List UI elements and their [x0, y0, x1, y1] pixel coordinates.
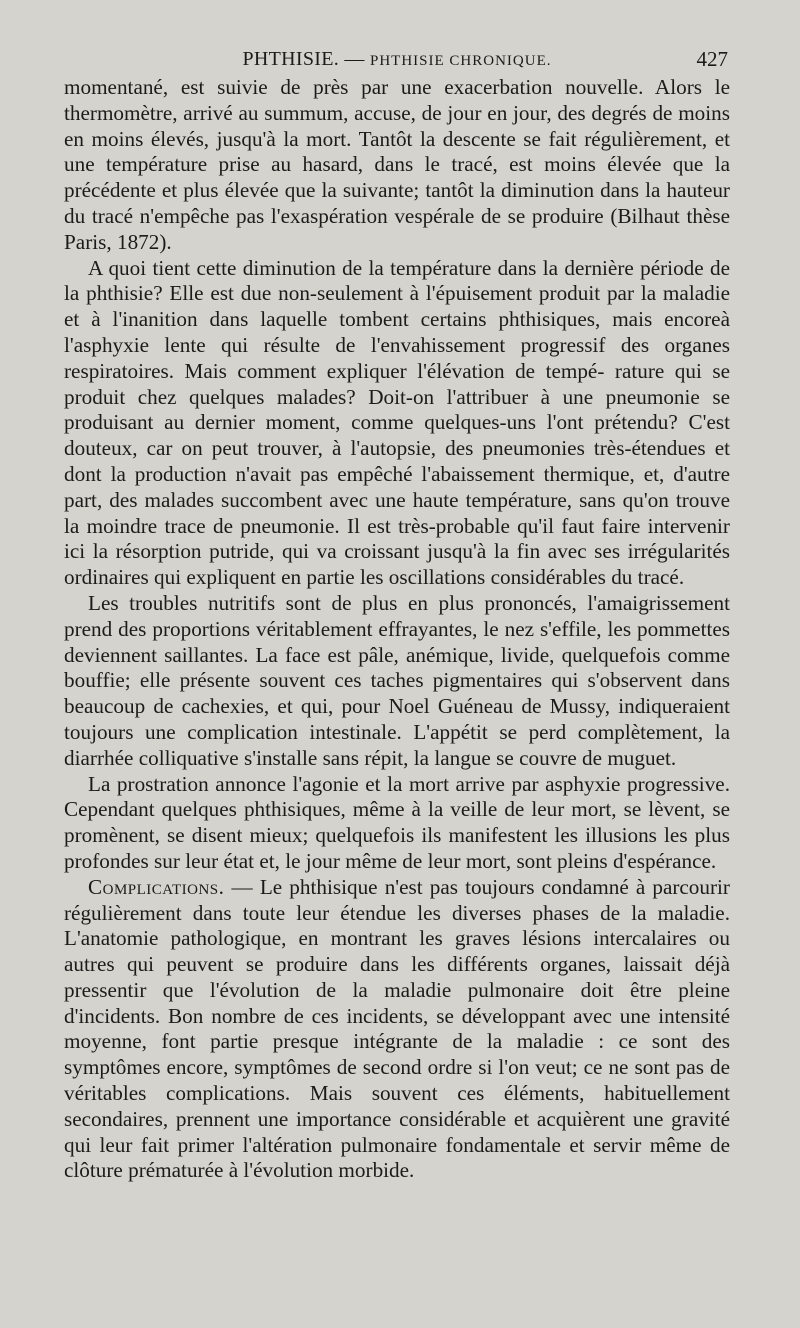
paragraph-text: momentané, est suivie de près par une exacerbation nouvelle. Alors le thermomètre, arrivé au summum, accuse, de jour en jour, des degrés de moins en moins élevés, jusqu'à la mort. Tantôt la descente se fait régulièrement, et une température prise au hasard, dans le tracé, est moins élevée que la précédente et plus élevée que la suivante; tantôt la diminution dans la hauteur du tracé n'empêche pas l'exaspération vespérale de se produire (Bilhaut thèse Paris, 1872). — [64, 75, 730, 254]
paragraph-complications — [64, 875, 730, 1185]
running-title — [64, 44, 730, 76]
paragraph-nutrition — [64, 591, 730, 772]
running-title-sub: PHTHISIE CHRONIQUE. — [370, 53, 552, 69]
paragraph-prostration — [64, 772, 730, 875]
section-heading-complications: Complications. — [88, 874, 225, 899]
page-number: 427 — [696, 47, 728, 71]
paragraph-continuation — [64, 75, 730, 256]
running-title-main: PHTHISIE. — — [242, 48, 370, 70]
paragraph-temperature — [64, 256, 730, 591]
paragraph-text: A quoi tient cette diminution de la température dans la dernière période de la phthisie? Elle est due non-seulement à l'épuisement produit par la maladie et à l'inanition dans laquelle tombent certains phthisiques, mais encoreà l'asphyxie lente qui résulte de l'envahissement progressif des organes respiratoires. Mais comment expliquer l'élévation de tempé- rature qui se produit chez quelques malades? Doit-on l'attribuer à une pneumonie se produisant au dernier moment, comme quelques-uns l'ont prétendu? C'est douteux, car on peut trouver, à l'autopsie, des pneumonies très-étendues et dont la production n'avait pas empêché l'abaissement thermique, et, d'autre part, des malades succombent avec une haute température, sans qu'on trouve la moindre trace de pneumonie. Il est très-probable qu'il faut faire intervenir ici la résorption putride, qui va croissant jusqu'à la fin avec ses irrégularités ordinaires qui expliquent en partie les oscillations considérables du tracé. — [64, 255, 730, 590]
paragraph-text: — Le phthisique n'est pas toujours condamné à parcourir régulièrement dans toute leur étendue les diverses phases de la maladie. L'anatomie pathologique, en montrant les graves lésions intercalaires ou autres qui peuvent se produire dans les différents organes, laissait déjà pressentir que l'évolution de la maladie pulmonaire doit être pleine d'incidents. Bon nombre de ces incidents, se développant avec une intensité moyenne, font partie presque intégrante de la maladie : ce sont des symptômes encore, symptômes de second ordre si l'on veut; ce ne sont pas de véritables complications. Mais souvent ces éléments, habituellement secondaires, prennent une importance considérable et acquièrent une gravité qui leur fait primer l'altération pulmonaire fondamentale et servir même de clôture prématurée à l'évolution morbide. — [64, 874, 730, 1183]
paragraph-text: La prostration annonce l'agonie et la mort arrive par asphyxie progressive. Cependant quelques phthisiques, même à la veille de leur mort, se lèvent, se promènent, se disent mieux; quelquefois ils manifestent les illusions les plus profondes sur leur état et, le jour même de leur mort, sont pleins d'espérance. — [64, 771, 730, 873]
running-head — [64, 44, 730, 74]
body-text — [64, 75, 730, 1184]
paragraph-text: Les troubles nutritifs sont de plus en plus prononcés, l'amaigrissement prend des proportions véritablement effrayantes, le nez s'effile, les pommettes deviennent saillantes. La face est pâle, anémique, livide, quelquefois comme bouffie; elle présente souvent ces taches pigmentaires qui s'observent dans beaucoup de cachexies, et qui, pour Noel Guéneau de Mussy, indiqueraient toujours une complication intestinale. L'appétit se perd complètement, la diarrhée colliquative s'installe sans répit, la langue se couvre de muguet. — [64, 590, 730, 770]
